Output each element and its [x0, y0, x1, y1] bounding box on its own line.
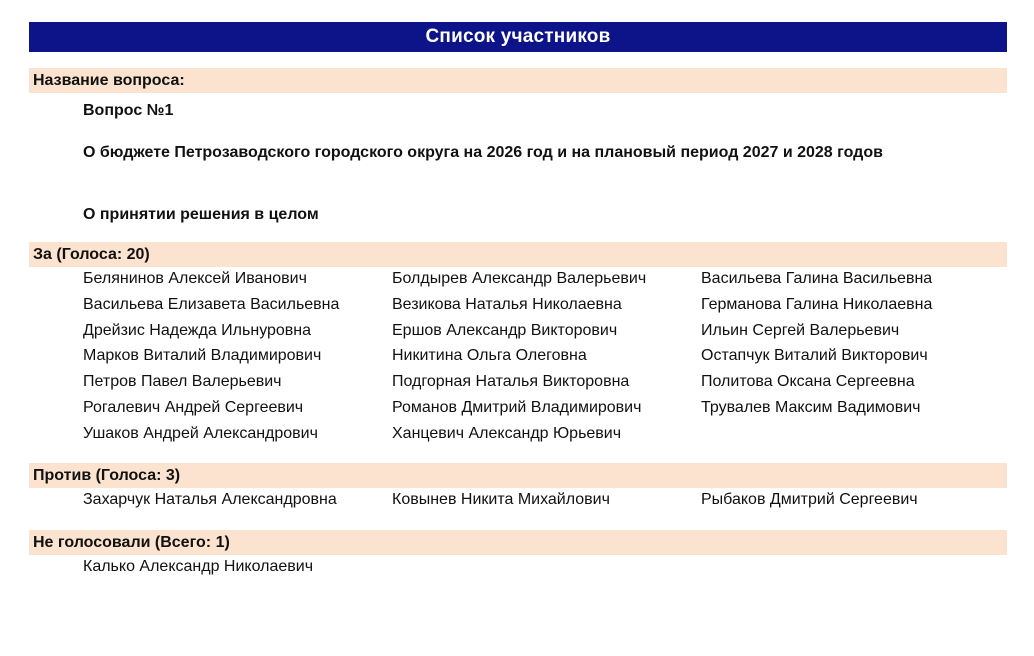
list-item: Романов Дмитрий Владимирович — [392, 399, 642, 416]
list-item: Белянинов Алексей Иванович — [83, 270, 307, 287]
list-item: Ершов Александр Викторович — [392, 322, 618, 339]
list-title: Список участников — [425, 26, 611, 47]
question-title: О бюджете Петрозаводского городского округа на 2026 год и на плановый период 2027 и 2028 годов — [83, 144, 883, 161]
list-item: Политова Оксана Сергеевна — [701, 373, 915, 390]
question-decision: О принятии решения в целом — [83, 206, 319, 223]
list-header — [29, 22, 1007, 52]
question-number: Вопрос №1 — [83, 102, 174, 119]
list-item: Васильева Елизавета Васильевна — [83, 296, 340, 313]
votes-for-header: За (Голоса: 20) — [29, 242, 1007, 267]
list-item: Ковынев Никита Михайлович — [392, 491, 610, 508]
list-item: Ильин Сергей Валерьевич — [701, 322, 900, 339]
list-item: Подгорная Наталья Викторовна — [392, 373, 630, 390]
list-item: Ханцевич Александр Юрьевич — [392, 425, 622, 442]
list-item: Германова Галина Николаевна — [701, 296, 933, 313]
question-section-label: Название вопроса: — [29, 68, 1007, 93]
list-item: Ушаков Андрей Александрович — [83, 425, 318, 442]
list-item: Петров Павел Валерьевич — [83, 373, 282, 390]
votes-against-header: Против (Голоса: 3) — [29, 463, 1007, 488]
not-voted-header: Не голосовали (Всего: 1) — [29, 530, 1007, 555]
list-item: Калько Александр Николаевич — [83, 558, 314, 575]
list-item: Марков Виталий Владимирович — [83, 347, 322, 364]
list-item: Захарчук Наталья Александровна — [83, 491, 337, 508]
list-item: Остапчук Виталий Викторович — [701, 347, 928, 364]
list-item: Рыбаков Дмитрий Сергеевич — [701, 491, 918, 508]
list-item: Никитина Ольга Олеговна — [392, 347, 587, 364]
list-item: Васильева Галина Васильевна — [701, 270, 933, 287]
list-item: Везикова Наталья Николаевна — [392, 296, 622, 313]
list-item: Дрейзис Надежда Ильнуровна — [83, 322, 312, 339]
list-item: Болдырев Александр Валерьевич — [392, 270, 647, 287]
list-item: Трувалев Максим Вадимович — [701, 399, 921, 416]
list-item: Рогалевич Андрей Сергеевич — [83, 399, 304, 416]
